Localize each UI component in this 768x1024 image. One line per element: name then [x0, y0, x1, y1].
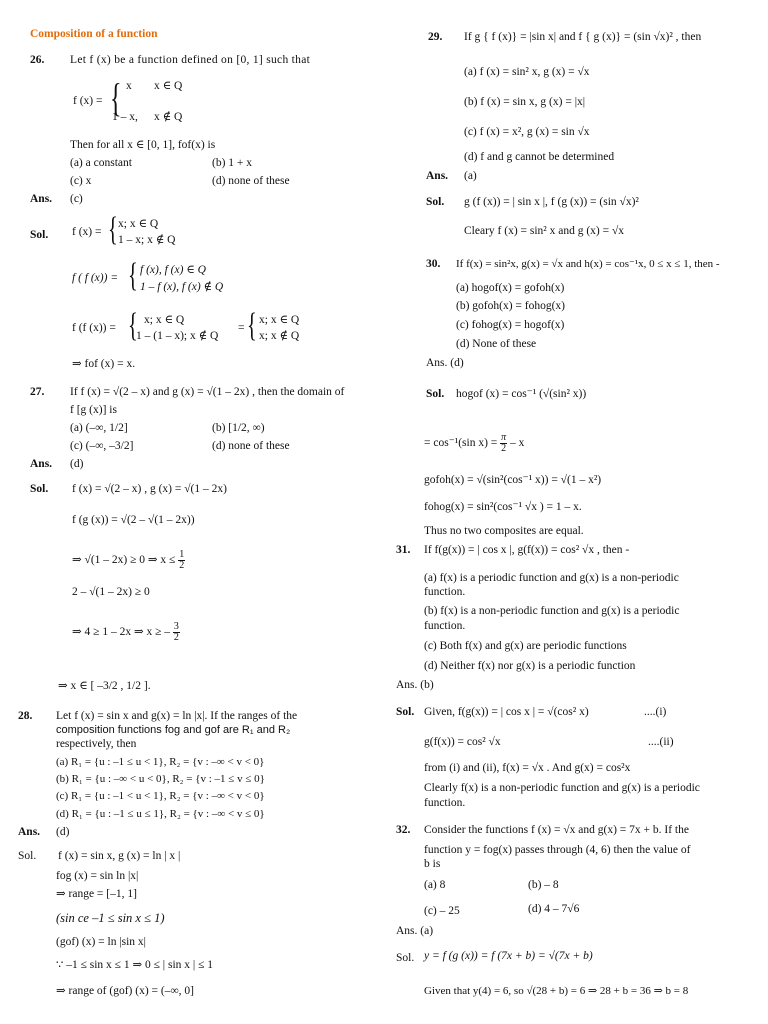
option-b: (b) 1 + x	[212, 157, 253, 169]
answer-value: (c)	[70, 193, 83, 205]
solution-label: Sol.	[396, 706, 415, 718]
solution-line: f (x) =	[72, 226, 102, 238]
solution-case: x; x ∈ Q	[118, 218, 159, 230]
option-c: (c) x	[70, 175, 92, 187]
option-d: (d) Neither f(x) nor g(x) is a periodic function	[424, 660, 636, 672]
answer-label: Ans.	[426, 170, 449, 182]
question-number: 28.	[18, 710, 33, 722]
solution-line: function.	[424, 797, 466, 809]
option-b: (b) R₁ = {u : –∞ < u < 0}, R₂ = {v : –1 ≤ v ≤ 0}	[56, 773, 265, 785]
solution-label: Sol.	[30, 483, 49, 495]
solution-line: fog (x) = sin ln |x|	[56, 870, 139, 882]
case-expression: x	[126, 80, 132, 92]
answer-label: Ans.	[30, 193, 53, 205]
solution-label: Sol.	[18, 850, 37, 862]
section-heading: Composition of a function	[30, 28, 158, 40]
solution-line: f (x) = √(2 – x) , g (x) = √(1 – 2x)	[72, 483, 227, 495]
solution-text: – x	[510, 437, 525, 450]
solution-label: Sol.	[426, 388, 445, 400]
brace: {	[128, 307, 138, 344]
solution-label: Sol.	[426, 196, 445, 208]
solution-line: gofoh(x) = √(sin²(cos⁻¹ x)) = √(1 – x²)	[424, 474, 602, 486]
option-c: (c) R₁ = {u : –1 < u < 1}, R₂ = {v : –∞ < v < 0}	[56, 790, 265, 802]
solution-line: Clearly f(x) is a non-periodic function and g(x) is a periodic	[424, 782, 700, 794]
solution-case: x; x ∈ Q	[259, 314, 300, 326]
question-text: Consider the functions f (x) = √x and g(x) = 7x + b. If the	[424, 824, 689, 836]
option-a: (a) R₁ = {u : –1 ≤ u < 1}, R₂ = {v : –∞ < v < 0}	[56, 756, 265, 768]
solution-label: Sol.	[396, 952, 415, 964]
solution-text: ⇒ 4 ≥ 1 – 2x ⇒ x ≥ –	[72, 626, 171, 639]
solution-text: ⇒ x ∈	[58, 680, 88, 692]
question-text: If f(g(x)) = | cos x |, g(f(x)) = cos² √x , then -	[424, 544, 630, 556]
solution-case: 1 – (1 – x); x ∉ Q	[136, 330, 219, 342]
solution-line: 2 – √(1 – 2x) ≥ 0	[72, 586, 150, 598]
option-c: (c) f (x) = x², g (x) = sin √x	[464, 126, 590, 138]
case-condition: x ∉ Q	[154, 111, 183, 123]
numerator: 1	[179, 549, 185, 560]
solution-conclusion: Given that y(4) = 6, so √(28 + b) = 6 ⇒ 28 + b = 36 ⇒ b = 8	[424, 985, 689, 997]
option-a: (a) hogof(x) = gofoh(x)	[456, 282, 565, 294]
case-expression: 1 – x,	[112, 111, 138, 123]
question-number: 32.	[396, 824, 411, 836]
option-b: (b) [1/2, ∞)	[212, 422, 265, 434]
solution-line: (gof) (x) = ln |sin x|	[56, 936, 146, 948]
option-d: (d) none of these	[212, 175, 290, 187]
option-d: (d) R₁ = {u : –1 ≤ u ≤ 1}, R₂ = {v : –∞ < v ≤ 0}	[56, 808, 265, 820]
answer-value: (d)	[56, 826, 70, 838]
solution-case: x; x ∉ Q	[259, 330, 300, 342]
option-a: (a) 8	[424, 879, 446, 891]
solution-line: hogof (x) = cos⁻¹ (√(sin² x))	[456, 388, 587, 400]
solution-line: g(f(x)) = cos² √x	[424, 736, 501, 748]
option-b-continued: function.	[424, 620, 466, 632]
brace: {	[108, 211, 118, 248]
solution-line: y = f (g (x)) = f (7x + b) = √(7x + b)	[424, 950, 593, 962]
solution-case: 1 – f (x), f (x) ∉ Q	[140, 281, 224, 293]
answer-value: Ans. (d)	[426, 357, 464, 369]
question-text: Let f (x) = sin x and g(x) = ln |x|. If the ranges of the	[56, 710, 298, 722]
option-a: (a) (–∞, 1/2]	[70, 422, 128, 434]
fraction	[173, 622, 180, 643]
solution-line: g (f (x)) = | sin x |, f (g (x)) = (sin √x)²	[464, 196, 639, 208]
solution-line: Cleary f (x) = sin² x and g (x) = √x	[464, 225, 625, 237]
option-c: (c) fohog(x) = hogof(x)	[456, 319, 565, 331]
solution-line: fohog(x) = sin²(cos⁻¹ √x ) = 1 – x.	[424, 501, 582, 513]
solution-case: x; x ∈ Q	[144, 314, 185, 326]
solution-case: f (x), f (x) ∈ Q	[140, 264, 206, 276]
solution-line: from (i) and (ii), f(x) = √x . And g(x) = cos²x	[424, 762, 631, 774]
answer-value: Ans. (b)	[396, 679, 434, 691]
solution-conclusion: ⇒ fof (x) = x.	[72, 358, 136, 370]
answer-value: Ans. (a)	[396, 925, 434, 937]
question-text: If f(x) = sin²x, g(x) = √x and h(x) = cos⁻¹x, 0 ≤ x ≤ 1, then -	[456, 258, 720, 270]
brace: {	[128, 257, 138, 294]
equation-tag: ....(i)	[644, 706, 667, 718]
case-condition: x ∈ Q	[154, 80, 183, 92]
solution-line: f (x) = sin x, g (x) = ln | x |	[58, 850, 181, 862]
solution-line	[72, 622, 180, 643]
denominator: 2	[173, 632, 179, 643]
option-d: (d) None of these	[456, 338, 537, 350]
solution-line	[72, 550, 185, 571]
function-label: f (x) =	[73, 95, 103, 107]
option-d: (d) none of these	[212, 440, 290, 452]
equals-sign: =	[238, 322, 245, 334]
answer-value: (a)	[464, 170, 477, 182]
question-number: 29.	[428, 31, 443, 43]
option-a-continued: function.	[424, 586, 466, 598]
option-c: (c) – 25	[424, 905, 460, 917]
brace: {	[110, 75, 122, 120]
solution-line	[424, 433, 524, 454]
solution-label: Sol.	[30, 229, 49, 241]
option-b: (b) f(x) is a non-periodic function and g(x) is a periodic	[424, 605, 680, 617]
solution-conclusion	[58, 680, 151, 693]
option-a: (a) f(x) is a periodic function and g(x) is a non-periodic	[424, 572, 679, 584]
option-a: (a) f (x) = sin² x, g (x) = √x	[464, 66, 590, 78]
question-text: Let f (x) be a function defined on [0, 1] such that	[70, 54, 311, 66]
question-number: 30.	[426, 258, 441, 270]
question-number: 31.	[396, 544, 411, 556]
option-a: (a) a constant	[70, 157, 132, 169]
solution-line: (sin ce –1 ≤ sin x ≤ 1)	[56, 911, 165, 925]
solution-line: Given, f(g(x)) = | cos x | = √(cos² x)	[424, 706, 589, 718]
solution-text: = cos⁻¹(sin x) =	[424, 437, 498, 450]
question-text: If f (x) = √(2 – x) and g (x) = √(1 – 2x) , then the domain of	[70, 386, 345, 398]
interval: [ –3/2 , 1/2 ].	[90, 680, 151, 692]
question-text: f [g (x)] is	[70, 404, 117, 416]
option-b: (b) – 8	[528, 879, 559, 891]
solution-case: 1 – x; x ∉ Q	[118, 234, 176, 246]
answer-label: Ans.	[30, 458, 53, 470]
fraction	[178, 550, 185, 571]
question-number: 26.	[30, 54, 45, 66]
solution-line: ∵ –1 ≤ sin x ≤ 1 ⇒ 0 ≤ | sin x | ≤ 1	[56, 959, 214, 971]
option-c: (c) (–∞, –3/2]	[70, 440, 134, 452]
answer-value: (d)	[70, 458, 84, 470]
question-text: If g { f (x)} = |sin x| and f { g (x)} = (sin √x)² , then	[464, 31, 702, 43]
answer-label: Ans.	[18, 826, 41, 838]
option-c: (c) Both f(x) and g(x) are periodic functions	[424, 640, 627, 652]
solution-conclusion: ⇒ range of (gof) (x) = (–∞, 0]	[56, 985, 194, 997]
solution-line: ⇒ range = [–1, 1]	[56, 888, 137, 900]
option-b: (b) gofoh(x) = fohog(x)	[456, 300, 565, 312]
fraction	[500, 433, 507, 454]
solution-line: f (f (x)) =	[72, 322, 116, 334]
solution-line: f ( f (x)) =	[72, 272, 119, 284]
numerator: 3	[173, 621, 179, 632]
brace: {	[247, 307, 257, 344]
question-text: composition functions fog and gof are R₁ and R₂	[56, 724, 291, 736]
solution-line: f (g (x)) = √(2 – √(1 – 2x))	[72, 514, 195, 526]
option-b: (b) f (x) = sin x, g (x) = |x|	[464, 96, 586, 108]
equation-tag: ....(ii)	[648, 736, 674, 748]
denominator: 2	[179, 560, 185, 571]
numerator: π	[501, 432, 507, 443]
option-d: (d) 4 – 7√6	[528, 903, 580, 915]
question-text: Then for all x ∈ [0, 1], fof(x) is	[70, 139, 216, 151]
option-d: (d) f and g cannot be determined	[464, 151, 615, 163]
denominator: 2	[501, 443, 507, 454]
question-number: 27.	[30, 386, 45, 398]
question-text: respectively, then	[56, 738, 137, 750]
solution-conclusion: Thus no two composites are equal.	[424, 525, 584, 537]
solution-text: ⇒ √(1 – 2x) ≥ 0 ⇒ x ≤	[72, 554, 176, 567]
question-text: function y = fog(x) passes through (4, 6) then the value of	[424, 844, 691, 856]
question-text: b is	[424, 858, 441, 870]
